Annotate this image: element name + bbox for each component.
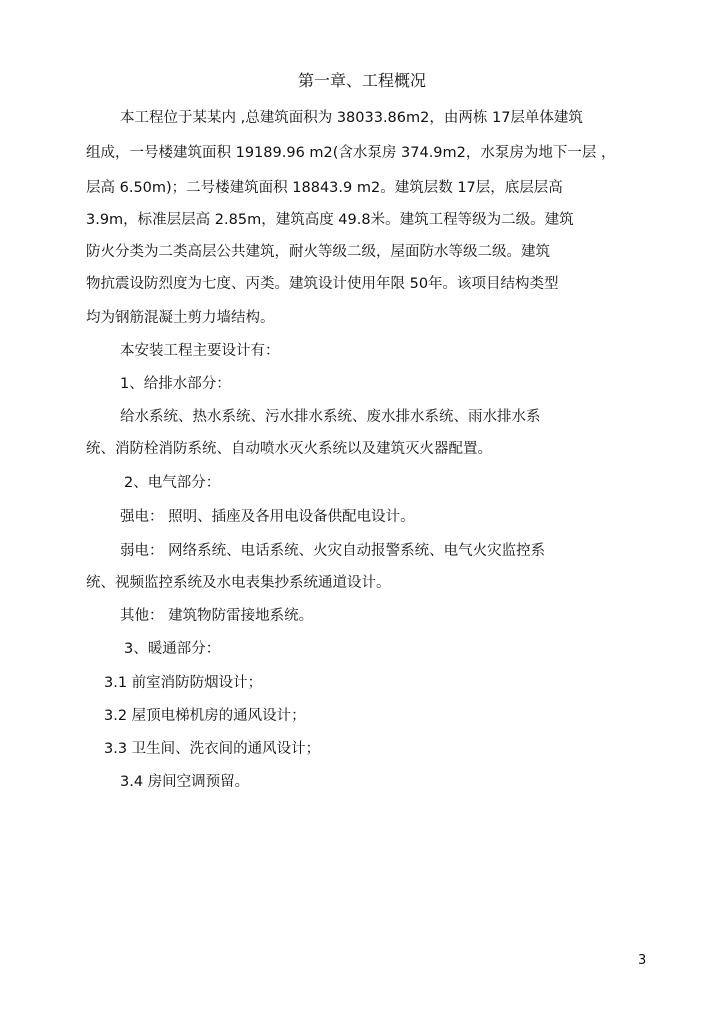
overview-line: 物抗震设防烈度为七度、丙类。建筑设计使用年限 50年。该项目结构类型 [86, 276, 559, 292]
section-heading: 1、给排水部分： [120, 376, 231, 392]
overview-line: 层高 6.50m)；二号楼建筑面积 18843.9 m2。建筑层数 17层，底层层高 [86, 180, 563, 196]
section-heading: 3、暖通部分： [124, 641, 221, 657]
hvac-item: 3.2 屋顶电梯机房的通风设计； [104, 708, 306, 724]
section-line: 统、消防栓消防系统、自动喷水灭火系统以及建筑灭火器配置。 [86, 441, 492, 457]
weak-current-line: 统、视频监控系统及水电表集抄系统通道设计。 [86, 575, 391, 591]
overview-line: 本工程位于某某内 ,总建筑面积为 38033.86m2，由两栋 17层单体建筑 [120, 110, 583, 126]
strong-current-line: 强电： 照明、插座及各用电设备供配电设计。 [120, 509, 415, 525]
overview-line: 均为钢筋混凝土剪力墙结构。 [86, 310, 275, 326]
hvac-item: 3.1 前室消防防烟设计； [104, 675, 263, 691]
other-line: 其他： 建筑物防雷接地系统。 [120, 608, 314, 624]
design-intro: 本安装工程主要设计有： [120, 343, 280, 359]
overview-line: 组成，一号楼建筑面积 19189.96 m2(含水泵房 374.9m2，水泵房为地下一层 ， [86, 145, 616, 161]
section-heading: 2、电气部分： [124, 475, 221, 491]
section-line: 给水系统、热水系统、污水排水系统、废水排水系统、雨水排水系 [120, 409, 541, 425]
overview-line: 3.9m，标准层层高 2.85m，建筑高度 49.8米。建筑工程等级为二级。建筑 [86, 212, 574, 228]
weak-current-line: 弱电： 网络系统、电话系统、火灾自动报警系统、电气火灾监控系 [120, 543, 546, 559]
overview-line: 防火分类为二类高层公共建筑，耐火等级二级，屋面防水等级二级。建筑 [86, 244, 550, 260]
hvac-item: 3.3 卫生间、洗衣间的通风设计； [104, 741, 321, 757]
chapter-title: 第一章、工程概况 [297, 71, 426, 90]
hvac-item: 3.4 房间空调预留。 [120, 774, 250, 790]
page-number: 3 [638, 953, 647, 968]
